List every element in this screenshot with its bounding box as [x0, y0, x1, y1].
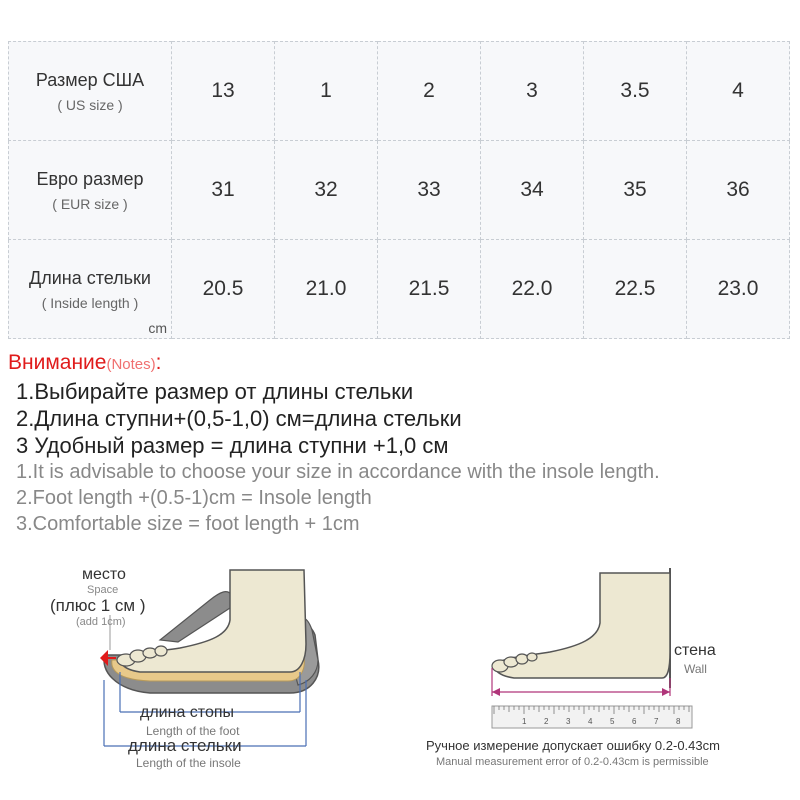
measurement-error-ru: Ручное измерение допускает ошибку 0.2-0.43cm	[426, 738, 720, 753]
table-cell	[172, 141, 275, 240]
cell-value: 33	[417, 178, 441, 201]
row-sublabel: ( US size )	[57, 96, 123, 113]
ruler-number: 7	[654, 717, 659, 726]
row-header	[9, 240, 172, 339]
notes-title-en: (Notes)	[106, 356, 156, 373]
notes-title	[8, 350, 798, 378]
cell-value: 32	[314, 178, 338, 201]
ruler-number: 3	[566, 717, 571, 726]
measurement-error-en: Manual measurement error of 0.2-0.43cm is permissible	[436, 756, 709, 768]
cell-value: 20.5	[202, 277, 244, 300]
cell-value: 21.5	[408, 277, 450, 300]
cell-value: 35	[623, 178, 647, 201]
measurement-illustrations	[0, 560, 800, 800]
us-size-row	[9, 42, 790, 141]
table-cell	[378, 240, 481, 339]
row-header	[9, 141, 172, 240]
table-cell	[481, 240, 584, 339]
note-en-2: 2.Foot length +(0.5-1)cm = Insole length	[16, 487, 372, 509]
wall-label-ru: стена	[674, 642, 716, 659]
table-cell	[687, 141, 790, 240]
cell-value: 3	[526, 79, 538, 102]
cell-value: 22.5	[614, 277, 656, 300]
table-cell	[275, 240, 378, 339]
row-sublabel: ( Inside length )	[41, 294, 139, 311]
cell-value: 31	[211, 178, 235, 201]
note-ru-1: 1.Выбирайте размер от длины стельки	[16, 379, 414, 404]
note-en-1: 1.It is advisable to choose your size in accordance with the insole length.	[16, 461, 660, 483]
wall-label-en: Wall	[684, 662, 707, 676]
ruler-number: 1	[522, 717, 527, 726]
ruler-number: 2	[544, 717, 549, 726]
plus-label-en: (add 1cm)	[76, 616, 126, 628]
ruler-number: 5	[610, 717, 615, 726]
insole-length-label-en: Length of the insole	[136, 756, 241, 770]
ruler-number: 4	[588, 717, 593, 726]
row-sublabel: ( EUR size )	[52, 195, 128, 212]
table-cell	[584, 141, 687, 240]
notes-title-colon: :	[155, 351, 162, 374]
note-ru-3: 3 Удобный размер = длина ступни +1,0 см	[16, 433, 449, 458]
space-label-en: Space	[87, 584, 119, 596]
table-cell	[378, 42, 481, 141]
size-chart-table	[8, 41, 790, 339]
cell-value: 21.0	[305, 277, 347, 300]
table-cell	[275, 141, 378, 240]
cell-value: 3.5	[620, 79, 650, 102]
space-label-ru: место	[82, 566, 126, 583]
note-en-3: 3.Comfortable size = foot length + 1cm	[16, 513, 360, 535]
cell-value: 22.0	[511, 277, 553, 300]
row-header	[9, 42, 172, 141]
plus-label-ru: (плюс 1 см )	[50, 596, 146, 615]
table-cell	[481, 141, 584, 240]
cell-value: 23.0	[717, 277, 759, 300]
table-cell	[584, 42, 687, 141]
table-cell	[275, 42, 378, 141]
cell-value: 1	[320, 79, 332, 102]
notes-section	[8, 350, 798, 537]
table-cell	[687, 42, 790, 141]
row-label: Евро размер	[36, 168, 144, 189]
row-label: Длина стельки	[29, 267, 151, 288]
ruler-number: 6	[632, 717, 637, 726]
eur-size-row	[9, 141, 790, 240]
row-label: Размер США	[35, 69, 145, 90]
insole-length-label-ru: длина стельки	[128, 736, 242, 755]
table-cell	[584, 240, 687, 339]
unit-label: cm	[148, 320, 167, 336]
table-cell	[172, 240, 275, 339]
table-cell	[687, 240, 790, 339]
ruler-number: 8	[676, 717, 681, 726]
cell-value: 13	[211, 79, 235, 102]
note-ru-2: 2.Длина ступни+(0,5-1,0) см=длина стельки	[16, 406, 462, 431]
table-cell	[481, 42, 584, 141]
table-cell	[172, 42, 275, 141]
cell-value: 34	[520, 178, 544, 201]
foot-length-label-en: Length of the foot	[146, 724, 240, 738]
notes-title-ru: Внимание	[8, 351, 107, 374]
cell-value: 2	[423, 79, 435, 102]
inside-length-row	[9, 240, 790, 339]
foot-length-label-ru: длина стопы	[140, 704, 234, 721]
cell-value: 4	[732, 79, 744, 102]
table-cell	[378, 141, 481, 240]
cell-value: 36	[726, 178, 750, 201]
